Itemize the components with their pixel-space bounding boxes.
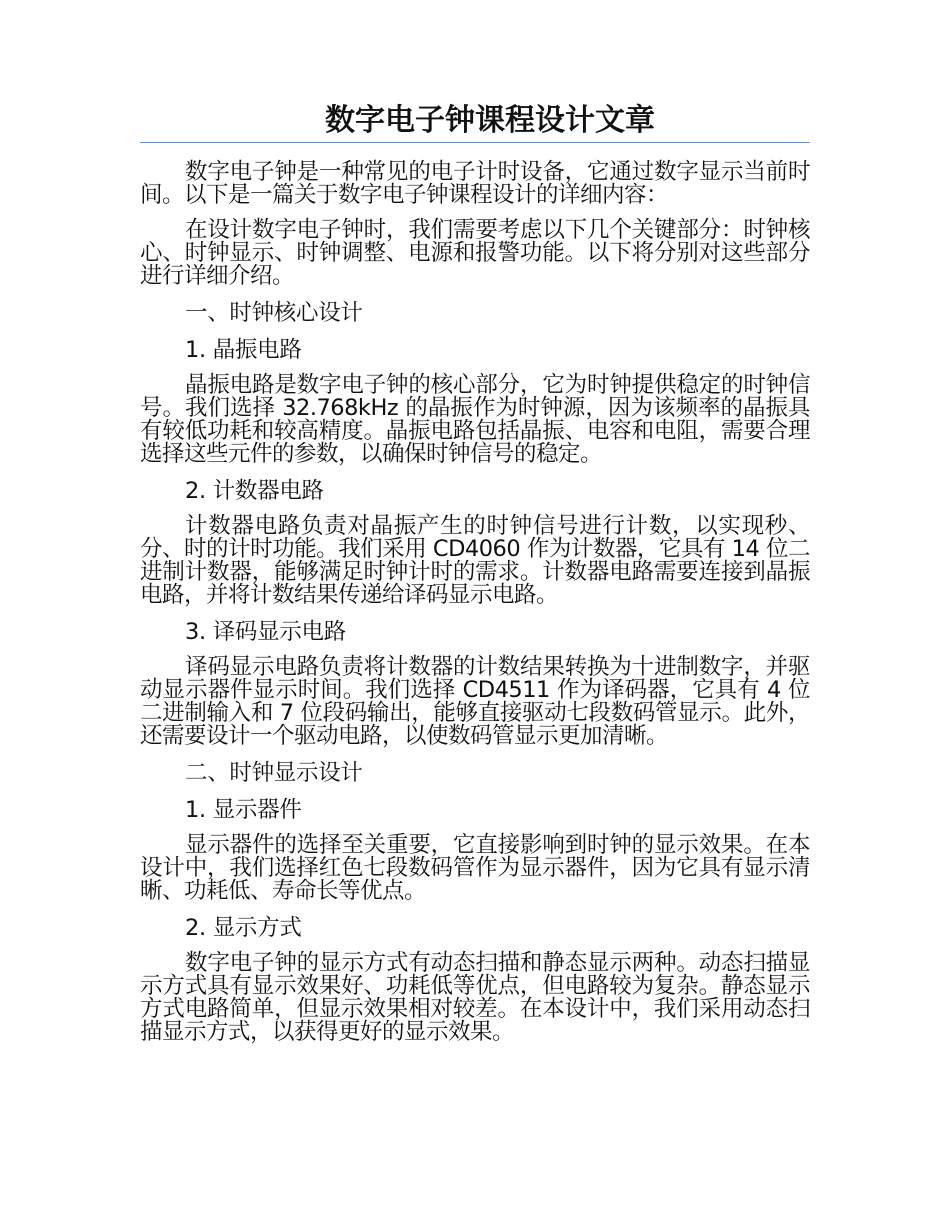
document-body xyxy=(140,161,810,1044)
section-heading-display-design: 二、时钟显示设计 xyxy=(185,760,363,786)
document-page xyxy=(140,100,810,1056)
subheading-decoder-display: 3. 译码显示电路 xyxy=(185,619,346,645)
subheading-display-mode: 2. 显示方式 xyxy=(185,915,302,941)
subheading-crystal-circuit: 1. 晶振电路 xyxy=(185,337,302,363)
section-heading-clock-core: 一、时钟核心设计 xyxy=(185,300,363,326)
paragraph-display-mode: 数字电子钟的显示方式有动态扫描和静态显示两种。动态扫描显示方式具有显示效果好、功耗低等优点，但电路较为复杂。静态显示方式电路简单，但显示效果相对较差。在本设计中，我们采用动态扫描显示方式，以获得更好的显示效果。 xyxy=(140,950,810,1045)
subheading-counter-circuit: 2. 计数器电路 xyxy=(185,478,324,504)
title-block xyxy=(140,100,810,143)
paragraph-decoder-display: 译码显示电路负责将计数器的计数结果转换为十进制数字，并驱动显示器件显示时间。我们选择 CD4511 作为译码器，它具有 4 位二进制输入和 7 位段码输出，能够直接驱动七段数码管显示。此外，还需要设计一个驱动电路，以使数码管显示更加清晰。 xyxy=(140,654,810,749)
paragraph-intro: 数字电子钟是一种常见的电子计时设备，它通过数字显示当前时间。以下是一篇关于数字电子钟课程设计的详细内容： xyxy=(140,159,810,208)
paragraph-crystal-circuit: 晶振电路是数字电子钟的核心部分，它为时钟提供稳定的时钟信号。我们选择 32.768kHz 的晶振作为时钟源，因为该频率的晶振具有较低功耗和较高精度。晶振电路包括晶振、电容和电阻，需要合理选择这些元件的参数，以确保时钟信号的稳定。 xyxy=(140,372,810,467)
document-title: 数字电子钟课程设计文章 xyxy=(325,103,655,138)
paragraph-counter-circuit: 计数器电路负责对晶振产生的时钟信号进行计数，以实现秒、分、时的计时功能。我们采用 CD4060 作为计数器，它具有 14 位二进制计数器，能够满足时钟计时的需求。计数器电路需要连接到晶振电路，并将计数结果传递给译码显示电路。 xyxy=(140,513,810,608)
paragraph-overview: 在设计数字电子钟时，我们需要考虑以下几个关键部分：时钟核心、时钟显示、时钟调整、电源和报警功能。以下将分别对这些部分进行详细介绍。 xyxy=(140,217,810,289)
subheading-display-device: 1. 显示器件 xyxy=(185,797,302,823)
paragraph-display-device: 显示器件的选择至关重要，它直接影响到时钟的显示效果。在本设计中，我们选择红色七段数码管作为显示器件，因为它具有显示清晰、功耗低、寿命长等优点。 xyxy=(140,832,810,904)
